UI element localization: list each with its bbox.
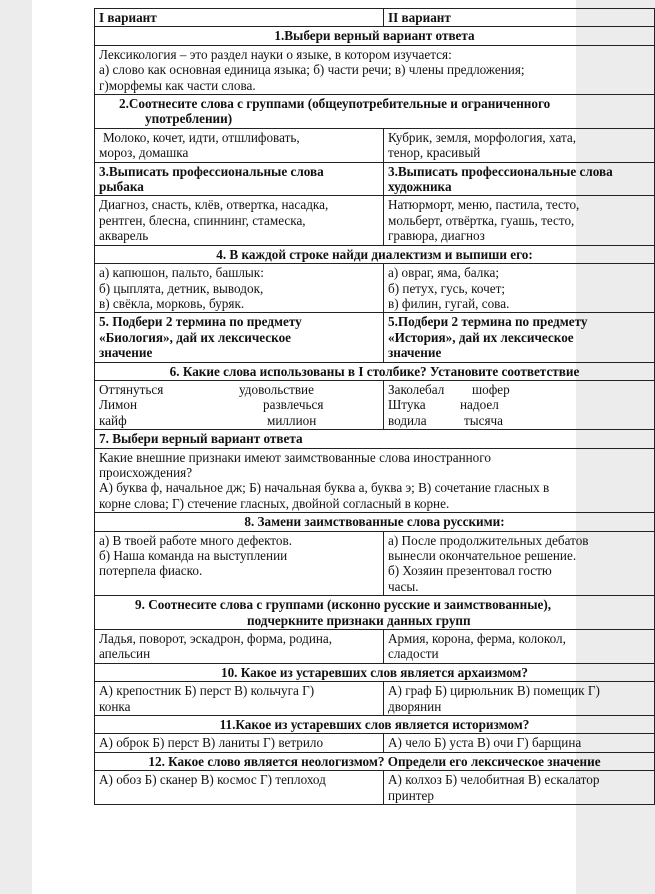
q2-title-line: употреблении) (145, 111, 233, 127)
q8-v2-line: а) После продолжительных дебатов (388, 532, 589, 548)
header-row (95, 9, 655, 27)
q10-v1-line: А) крепостник Б) перст В) кольчуга Г) (99, 683, 315, 699)
q12-v1-line: А) обоз Б) сканер В) космос Г) теплоход (99, 772, 326, 788)
q3-v2-line: Натюрморт, меню, пастила, тесто, (388, 197, 580, 213)
q2-v2-line: Кубрик, земля, морфология, хата, (388, 129, 577, 145)
q7-line: А) буква ф, начальное дж; Б) начальная буква а, буква э; В) сочетание гласных в (99, 480, 550, 496)
q3-v2-line: мольберт, отвёртка, гуашь, тесто, (388, 212, 575, 228)
q9-title-line: подчеркните признаки данных групп (247, 612, 471, 628)
q12-title: 12. Какое слово является неологизмом? Определи его лексическое значение (95, 752, 655, 770)
q6-word: миллион (267, 412, 317, 428)
variant-1-header: I вариант (95, 9, 384, 27)
q1-line: а) слово как основная единица языка; б) части речи; в) члены предложения; (99, 62, 525, 78)
q1-line: Лексикология – это раздел науки о языке, в котором изучается: (99, 46, 452, 62)
q8-row (95, 531, 655, 596)
q9-variant-1 (95, 630, 384, 664)
q10-variant-1 (95, 682, 384, 716)
q4-v1-line: а) капюшон, пальто, башлык: (99, 265, 264, 281)
q6-word: развлечься (263, 397, 324, 413)
q6-v2-pair (388, 397, 650, 412)
q12-v2-line: принтер (388, 787, 434, 803)
q3-row (95, 196, 655, 245)
q6-v2-pair (388, 413, 650, 428)
q3-v1-title-line: 3.Выписать профессиональные слова (99, 163, 324, 179)
q4-title: 4. В каждой строке найди диалектизм и выпиши его: (95, 245, 655, 263)
q8-title: 8. Замени заимствованные слова русскими: (95, 513, 655, 531)
q5-v1-line: значение (99, 345, 153, 361)
q6-word: Заколебал (388, 381, 445, 397)
q3-v2-title (384, 162, 655, 196)
q9-variant-2 (384, 630, 655, 664)
q6-v1-pair (99, 413, 379, 428)
q10-variant-2 (384, 682, 655, 716)
q3-v1-title (95, 162, 384, 196)
q1-title: 1.Выбери верный вариант ответа (95, 27, 655, 45)
q2-title-line: 2.Соотнесите слова с группами (общеупотребительные и ограниченного (119, 96, 551, 112)
q6-word: тысяча (464, 412, 504, 428)
q6-variant-2 (384, 380, 655, 429)
q6-v1-pair (99, 397, 379, 412)
q2-variant-2 (384, 128, 655, 162)
q6-word: кайф (99, 412, 127, 428)
q11-variant-2: А) чело Б) уста В) очи Г) барщина (384, 734, 655, 752)
q6-word: Штука (388, 397, 426, 413)
q10-v1-line: конка (99, 698, 131, 714)
q3-v2-line: гравюра, диагноз (388, 228, 485, 244)
q6-v1-pair (99, 382, 379, 397)
q10-v2-line: А) граф Б) цирюльник В) помещик Г) (388, 683, 600, 699)
q3-variant-1 (95, 196, 384, 245)
q3-v2-title-line: 3.Выписать профессиональные слова (388, 163, 613, 179)
q2-row (95, 128, 655, 162)
q12-variant-1 (95, 771, 384, 805)
q11-title: 11.Какое из устаревших слов является историзмом? (95, 716, 655, 734)
q9-row (95, 630, 655, 664)
q12-variant-2 (384, 771, 655, 805)
q5-variant-2 (384, 313, 655, 362)
q4-v1-line: в) свёкла, морковь, буряк. (99, 295, 245, 311)
q6-word: водила (388, 412, 427, 428)
q9-v1-line: апельсин (99, 646, 151, 662)
q4-row (95, 264, 655, 313)
q2-title (95, 95, 655, 129)
q9-v2-line: Армия, корона, ферма, колокол, (388, 631, 566, 647)
q8-v1-line: потерпела фиаско. (99, 563, 203, 579)
q6-variant-1 (95, 380, 384, 429)
q9-title-line: 9. Соотнесите слова с группами (исконно русские и заимствованные), (135, 597, 552, 613)
q1-body (95, 45, 655, 94)
q3-v1-line: Диагноз, снасть, клёв, отвертка, насадка, (99, 197, 329, 213)
q9-v2-line: сладости (388, 646, 439, 662)
q2-v1-line: мороз, домашка (99, 145, 189, 161)
q7-title: 7. Выбери верный вариант ответа (95, 430, 655, 448)
q12-row (95, 771, 655, 805)
q4-v2-line: б) петух, гусь, кочет; (388, 280, 506, 296)
q12-v2-line: А) колхоз Б) челобитная В) ескалатор (388, 772, 600, 788)
q5-row (95, 313, 655, 362)
q8-v1-line: а) В твоей работе много дефектов. (99, 532, 293, 548)
q2-variant-1 (95, 128, 384, 162)
q3-title-row (95, 162, 655, 196)
q7-body (95, 448, 655, 513)
q3-v1-line: акварель (99, 228, 149, 244)
q7-line: корне слова; Г) стечение гласных, двойной согласный в корне. (99, 495, 450, 511)
q6-word: удовольствие (239, 381, 314, 397)
q6-row (95, 380, 655, 429)
q4-v2-line: в) филин, гугай, сова. (388, 295, 510, 311)
worksheet-table (94, 8, 655, 805)
q7-line: Какие внешние признаки имеют заимствованные слова иностранного (99, 449, 491, 465)
q11-row (95, 734, 655, 752)
q2-v2-line: тенор, красивый (388, 145, 481, 161)
q6-word: шофер (472, 381, 510, 397)
q10-row (95, 682, 655, 716)
q2-v1-line: Молоко, кочет, идти, отшлифовать, (103, 129, 300, 145)
q11-variant-1: А) оброк Б) перст В) ланиты Г) ветрило (95, 734, 384, 752)
q6-v2-pair (388, 382, 650, 397)
q9-v1-line: Ладья, поворот, эскадрон, форма, родина, (99, 631, 333, 647)
q6-title: 6. Какие слова использованы в I столбике? Установите соответствие (95, 362, 655, 380)
q5-v2-line: «История», дай их лексическое (388, 329, 574, 345)
q3-v1-line: рентген, блесна, спиннинг, стамеска, (99, 212, 306, 228)
document-page (32, 0, 613, 894)
q9-title (95, 596, 655, 630)
q3-v2-title-line: художника (388, 179, 452, 195)
variant-2-header: II вариант (384, 9, 655, 27)
q4-v1-line: б) цыплята, детник, выводок, (99, 280, 264, 296)
q6-word: Лимон (99, 397, 137, 413)
q4-variant-1 (95, 264, 384, 313)
q8-v2-line: б) Хозяин презентовал гостю (388, 563, 552, 579)
q8-v2-line: часы. (388, 578, 419, 594)
q3-v1-title-line: рыбака (99, 179, 144, 195)
q4-v2-line: а) овраг, яма, балка; (388, 265, 500, 281)
q6-word: надоел (460, 397, 499, 413)
q5-v2-line: значение (388, 345, 442, 361)
q10-v2-line: дворянин (388, 698, 442, 714)
q8-variant-1 (95, 531, 384, 596)
q6-word: Оттянуться (99, 381, 164, 397)
q7-line: происхождения? (99, 464, 193, 480)
q5-v1-line: 5. Подбери 2 термина по предмету (99, 314, 302, 330)
q1-line: г)морфемы как части слова. (99, 77, 256, 93)
q5-v2-line: 5.Подбери 2 термина по предмету (388, 314, 588, 330)
q8-variant-2 (384, 531, 655, 596)
q8-v1-line: б) Наша команда на выступлении (99, 548, 288, 563)
q8-v2-line: вынесли окончательное решение. (388, 548, 577, 563)
q3-variant-2 (384, 196, 655, 245)
q10-title: 10. Какое из устаревших слов является архаизмом? (95, 663, 655, 681)
q5-variant-1 (95, 313, 384, 362)
q4-variant-2 (384, 264, 655, 313)
q5-v1-line: «Биология», дай их лексическое (99, 329, 292, 345)
